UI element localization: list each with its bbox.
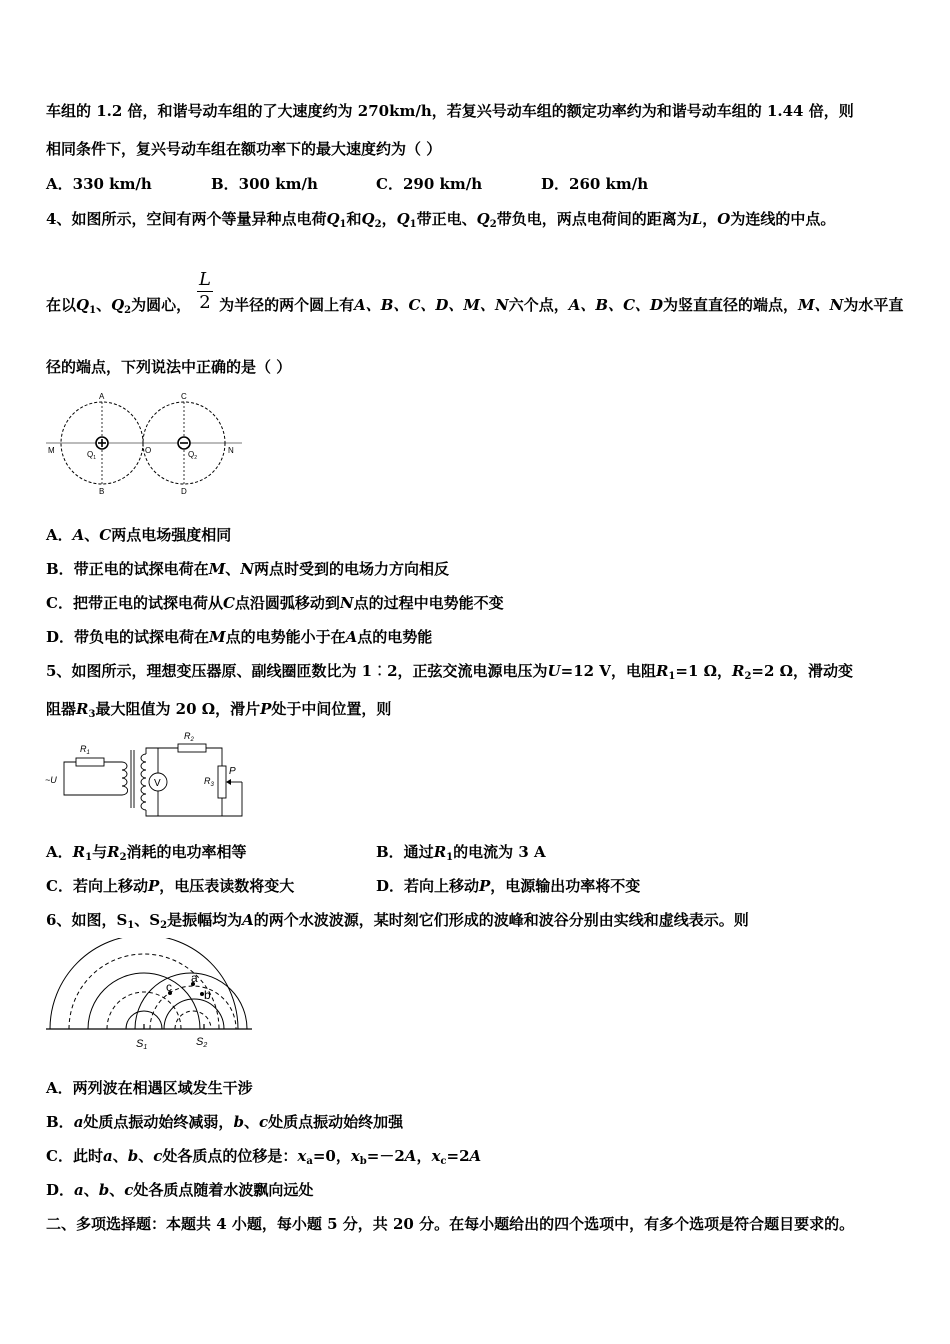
slider-p-label: P: [229, 766, 236, 777]
q5-stem-line-2: 阻器$R_3$最大阻值为 20 Ω，滑片P处于中间位置，则: [46, 700, 392, 720]
q3-option-d: D．260 km/h: [541, 175, 649, 193]
half-l-fraction: L 2: [197, 270, 213, 313]
ac-source-label: ~U: [45, 775, 57, 785]
point-b-label: b: [204, 988, 211, 1002]
transformer-circuit-figure: [44, 728, 254, 823]
label-n: N: [228, 446, 234, 455]
q4-option-b: B．带正电的试探电荷在M、N两点时受到的电场力方向相反: [46, 560, 450, 578]
water-wave-figure: [44, 938, 256, 1053]
point-a-label: a: [191, 971, 198, 985]
q4-option-d: D．带负电的试探电荷在M点的电势能小于在A点的电势能: [46, 628, 433, 646]
label-q1: $Q_1$: [87, 450, 97, 461]
s2-label: S2: [196, 1036, 208, 1049]
q4-stem-line-3: 径的端点，下列说法中正确的是（ ）: [46, 358, 292, 376]
label-d: D: [181, 487, 187, 496]
q3-line-2: 相同条件下，复兴号动车组在额功率下的最大速度约为（ ）: [46, 140, 442, 158]
q3-option-c: C．290 km/h: [376, 175, 483, 193]
label-q2: $Q_2$: [188, 450, 198, 461]
q4-stem-line-1: 4、如图所示，空间有两个等量异种点电荷$Q_1$和$Q_2$，$Q_1$带正电、$Q_2$带负电，两点电荷间的距离为L，O为连线的中点。: [46, 210, 836, 230]
r1-label: $R_1$: [80, 744, 90, 756]
q3-option-b: B．300 km/h: [211, 175, 318, 193]
section-2-heading: 二、多项选择题：本题共 4 小题，每小题 5 分，共 20 分。在每小题给出的四个选项中，有多个选项是符合题目要求的。: [46, 1215, 855, 1233]
q5-option-d: D．若向上移动P，电源输出功率将不变: [376, 877, 641, 895]
r3-label: $R_3$: [204, 776, 214, 788]
q5-stem-line-1: 5、如图所示，理想变压器原、副线圈匝数比为 1︰2，正弦交流电源电压为U=12 V，电阻$R_1=1$ Ω，$R_2=2$ Ω，滑动变: [46, 662, 854, 682]
label-m: M: [48, 446, 55, 455]
two-charges-figure: [44, 390, 244, 500]
q6-option-d: D．a、b、c处各质点随着水波飘向远处: [46, 1181, 314, 1199]
q6-option-b: B．a处质点振动始终减弱，b、c处质点振动始终加强: [46, 1113, 404, 1131]
q6-option-c: C．此时a、b、c处各质点的位移是：$x_a=0$，$x_b=-2A$，$x_c=2A$: [46, 1147, 482, 1167]
r2-label: $R_2$: [184, 731, 194, 743]
q4-stem-line-2: 在以$Q_1$、$Q_2$为圆心， 为半径的两个圆上有A、B、C、D、M、N六个点，A、B、C、D为竖直直径的端点，M、N为水平直: [46, 296, 904, 316]
q5-option-b: B．通过$R_1$的电流为 3 A: [376, 843, 546, 863]
q4-option-c: C．把带正电的试探电荷从C点沿圆弧移动到N点的过程中电势能不变: [46, 594, 504, 612]
q4-option-a: A．A、C两点电场强度相同: [46, 526, 232, 544]
label-a: A: [99, 392, 105, 401]
q5-option-c: C．若向上移动P，电压表读数将变大: [46, 877, 295, 895]
q3-option-a: A．330 km/h: [46, 175, 152, 193]
q6-stem: 6、如图，$S_1$、$S_2$是振幅均为A的两个水波波源，某时刻它们形成的波峰和波谷分别由实线和虚线表示。则: [46, 911, 749, 931]
label-b: B: [99, 487, 105, 496]
voltmeter-label: V: [154, 778, 161, 789]
q3-line-1: 车组的 1.2 倍，和谐号动车组的了大速度约为 270km/h，若复兴号动车组的额定功率约为和谐号动车组的 1.44 倍，则: [46, 102, 854, 120]
q5-option-a: A．$R_1$与$R_2$消耗的电功率相等: [46, 843, 247, 863]
s1-label: S1: [136, 1038, 148, 1051]
label-c: C: [181, 392, 187, 401]
q6-option-a: A．两列波在相遇区域发生干涉: [46, 1079, 253, 1097]
point-c-label: c: [166, 980, 172, 994]
label-o: O: [145, 446, 152, 455]
